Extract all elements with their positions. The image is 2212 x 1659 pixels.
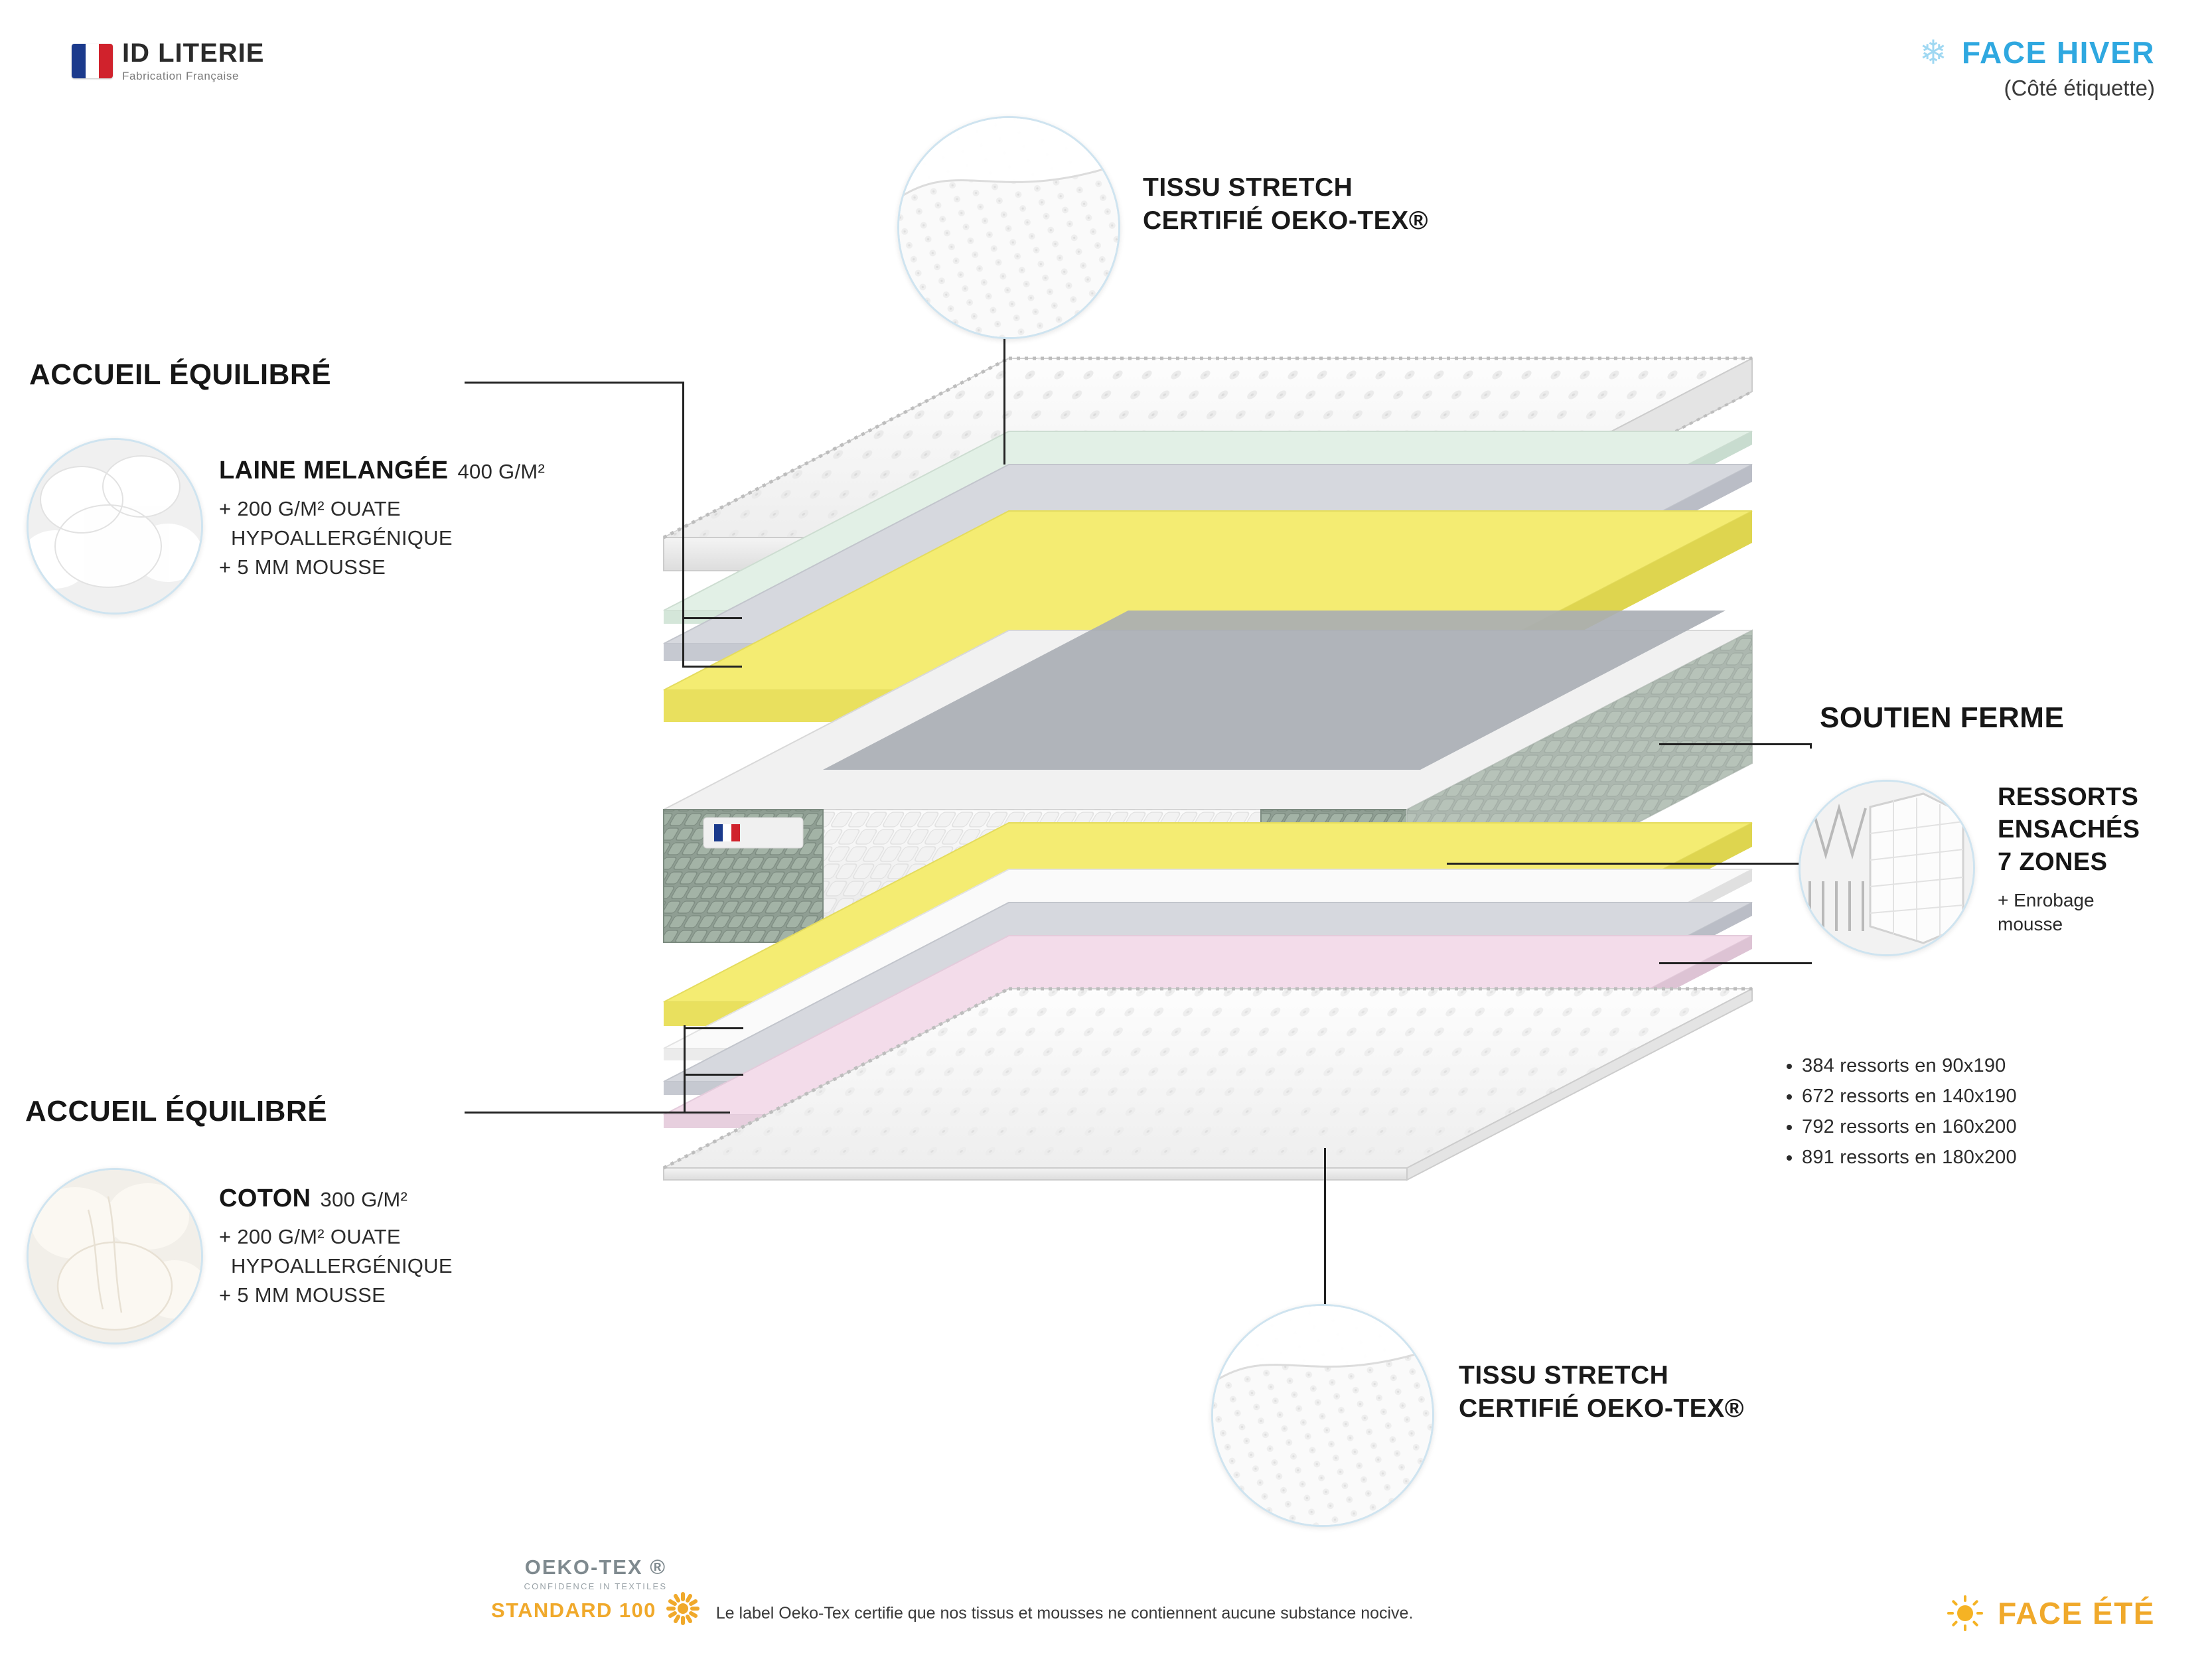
leader-line-spring-mid bbox=[1447, 863, 1805, 865]
top-fabric-line1: TISSU STRETCH bbox=[1143, 173, 1353, 202]
top-fabric-line2: CERTIFIÉ OEKO-TEX® bbox=[1143, 206, 1428, 235]
spring-line2: ENSACHÉS bbox=[1998, 816, 2140, 843]
cotton-swatch-icon bbox=[27, 1168, 203, 1344]
bottom-fabric-swatch-icon bbox=[1211, 1304, 1434, 1527]
face-ete-title: FACE ÉTÉ bbox=[1998, 1596, 2155, 1630]
list-item: • 384 ressorts en 90x190 bbox=[1802, 1055, 2146, 1077]
bottom-fabric-label bbox=[1459, 1359, 1744, 1425]
cotton-detail-3: + 5 MM MOUSSE bbox=[219, 1283, 386, 1307]
leader-line-spring-low bbox=[1659, 962, 1812, 964]
french-flag-icon bbox=[72, 44, 113, 78]
sun-icon bbox=[1947, 1595, 1983, 1631]
wool-grammage: 400 G/M² bbox=[457, 460, 546, 483]
leader-line-coton-2 bbox=[684, 1074, 743, 1076]
spring-detail-1: + Enrobage bbox=[1998, 890, 2095, 910]
list-item: • 891 ressorts en 180x200 bbox=[1802, 1147, 2146, 1169]
face-hiver-subtitle: (Côté étiquette) bbox=[2004, 76, 2155, 100]
face-hiver-header bbox=[1919, 35, 2155, 101]
list-item: • 672 ressorts en 140x190 bbox=[1802, 1086, 2146, 1108]
cotton-detail-1: + 200 G/M² OUATE bbox=[219, 1225, 401, 1248]
spring-count-list bbox=[1774, 1055, 2146, 1177]
wool-detail-1: + 200 G/M² OUATE bbox=[219, 497, 401, 520]
oeko-note: Le label Oeko-Tex certifie que nos tissus et mousses ne contiennent aucune substance nocive. bbox=[715, 1604, 1414, 1623]
wool-swatch-icon bbox=[27, 438, 203, 614]
leader-line-accueil-bottom-v bbox=[684, 1025, 686, 1113]
soutien-ferme-heading: SOUTIEN FERME bbox=[1820, 701, 2065, 734]
spring-line1: RESSORTS bbox=[1998, 783, 2139, 811]
leader-line-wool-1 bbox=[682, 617, 742, 619]
cotton-material: COTON bbox=[219, 1185, 311, 1212]
oeko-line3: STANDARD 100 bbox=[491, 1598, 656, 1622]
bottom-fabric-line2: CERTIFIÉ OEKO-TEX® bbox=[1459, 1394, 1744, 1423]
cotton-spec-block bbox=[219, 1185, 453, 1307]
top-fabric-swatch-icon bbox=[897, 116, 1120, 339]
oeko-flower-icon bbox=[666, 1591, 700, 1626]
mattress-exploded-diagram bbox=[624, 345, 1792, 1181]
snowflake-icon: ❄ bbox=[1919, 34, 1947, 71]
list-item: • 792 ressorts en 160x200 bbox=[1802, 1116, 2146, 1138]
leader-line-wool-2 bbox=[682, 666, 742, 668]
leader-line-support-v2 bbox=[1810, 743, 1812, 749]
leader-line-accueil-bottom bbox=[465, 1112, 730, 1114]
top-fabric-label bbox=[1143, 171, 1428, 238]
leader-line-accueil-top bbox=[465, 382, 684, 384]
wool-spec-block bbox=[219, 457, 545, 579]
spring-spec-block bbox=[1998, 783, 2140, 935]
oeko-tex-footer bbox=[491, 1555, 1413, 1626]
accueil-equilibre-top-heading: ACCUEIL ÉQUILIBRÉ bbox=[29, 358, 332, 391]
wool-detail-3: + 5 MM MOUSSE bbox=[219, 555, 386, 579]
oeko-line2: CONFIDENCE IN TEXTILES bbox=[524, 1581, 668, 1591]
brand-tagline: Fabrication Française bbox=[122, 70, 240, 82]
leader-line-bottom-fabric bbox=[1324, 1148, 1326, 1307]
leader-line-support-top bbox=[1659, 743, 1812, 745]
accueil-equilibre-bottom-heading: ACCUEIL ÉQUILIBRÉ bbox=[25, 1095, 328, 1127]
brand-name: ID LITERIE bbox=[122, 38, 265, 68]
mattress-layers-svg bbox=[624, 345, 1792, 1181]
spring-detail-2: mousse bbox=[1998, 914, 2063, 934]
spring-line3: 7 ZONES bbox=[1998, 848, 2108, 876]
bottom-fabric-line1: TISSU STRETCH bbox=[1459, 1361, 1669, 1390]
face-ete-footer bbox=[1947, 1595, 2155, 1631]
leader-line-coton-1 bbox=[684, 1027, 743, 1029]
pocket-spring-icon bbox=[1799, 780, 1975, 956]
wool-material: LAINE MELANGÉE bbox=[219, 457, 449, 484]
leader-line-accueil-top-v bbox=[682, 382, 684, 667]
brand-logo bbox=[72, 40, 264, 82]
face-hiver-title: FACE HIVER bbox=[1961, 35, 2155, 70]
cotton-grammage: 300 G/M² bbox=[320, 1188, 408, 1211]
cotton-detail-2: HYPOALLERGÉNIQUE bbox=[231, 1254, 453, 1277]
wool-detail-2: HYPOALLERGÉNIQUE bbox=[231, 526, 453, 549]
oeko-line1: OEKO-TEX ® bbox=[524, 1555, 667, 1579]
